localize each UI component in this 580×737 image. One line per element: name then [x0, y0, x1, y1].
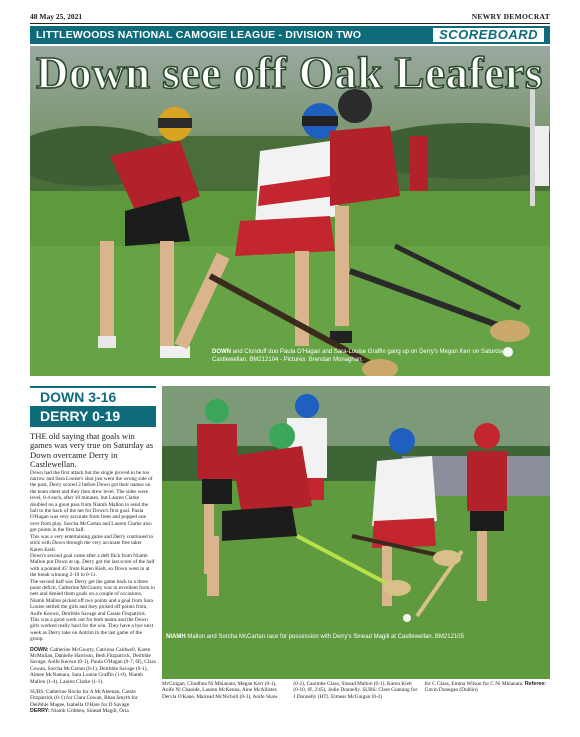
scoreline-box [30, 386, 156, 427]
section-banner [30, 26, 550, 44]
down-lineup [30, 647, 156, 685]
story-paragraph: Down had the first attack but the single proved to be too narrow and Sara Louise's shot just went the wrong side of the post, Derry scored 2 before Down got their names on the team sheet and they then drew level. The sides were level, 0-4 each, after 10 minutes, but Lauren Clarke doubled on a great pass from Niamh Mallon to send the ball to the back of the net for Down's first goal. Paula O'Hagan was very accurate from frees and popped one over from play. Sorcha McCartan and Lauren Clarke also got points in the first half. [30, 469, 153, 534]
action-photo [162, 386, 550, 679]
down-subs: SUBS: Catherine Rocks for A McAleenan, Cassie Fitzpatrick (0-1) for Clara Cowan, Rhea Smyth for Deirbhle Magee, Isabella O'Hare for D Savage. [30, 689, 138, 708]
hero-photo [30, 46, 550, 376]
action-caption [166, 634, 546, 641]
action-caption-lead: NIAMH [166, 634, 186, 640]
page-folio [30, 12, 550, 24]
derry-team-start: Niamh Gribben, Sinead Magill, Orla [51, 708, 129, 715]
derry-label: DERRY: [30, 708, 50, 715]
hero-caption-text: and Clonduff duo Paula O'Hagan and Sara-Louise Graffin gang up on Derry's Megan Kerr on Saturday at Castlewellan. BM212104 - Pictures: Brendan Monaghan. [212, 349, 512, 363]
story-paragraph: Down's second goal came after a deft flick from Niamh Mallon put Down at up, Derry got the last score of the half with a pointed 45' from Karen Kielt, so Down went in at the break winning 2-10 to 0-11. [30, 552, 155, 579]
newspaper-name: NEWRY DEMOCRAT [471, 12, 550, 21]
lineup-col-1: McGuigan, Cliodhna Ni Mhianain, Megan Kerr (0-1), Aoife Ni Chaoide, Lauren McKenna, Aine McAllister, Dervla O'Kane, Mairead McNicholl (0-3), Aoife Shaw [162, 681, 278, 700]
story-paragraph: The second half saw Derry get the game back to a three point deficit, Catherine McGourty was in excellent form in nets and denied them goals on a couple of occasions, Niamh Mallon picked off two points and a goal from Sara Louise settled the girls and they picked off points from, Aoife Keown, Deirbhle Savage and Cassie Fitzpatrick. [30, 578, 155, 617]
story-lede: THE old saying that goals win games was very true on Saturday as Down overcame Derry in Castlewellan. [30, 431, 154, 470]
story-paragraph: This was a good work out for both teams and the Down girls worked really hard for the win. They have a bye next week as Derry take on Antrim in the last game of the group. [30, 616, 154, 643]
score-home: DOWN 3-16 [30, 386, 156, 404]
match-report [30, 432, 156, 715]
lineup-col-3 [425, 681, 550, 700]
lineup-col-2: (0-2), Caoimhe Glass, Sinead Mallon (0-1), Karen Kielt (0-10, 6f, 2'45), Jodie Donnelly. SUBS: Clare Gunning for J Donnelly (HT), Eimear McGuigan (0-2) [293, 681, 418, 700]
derry-lineup [30, 708, 156, 714]
down-team: Catherine McGourty, Catriona Caldwell, Karen McMullan, Danielle Harrison, Beth Fitzpatrick, Deirbhle Savage, Aoife Keown (0-1), Paula O'Hagan (0-7, 6f), Clara Cowan, Sorcha McCartan (0-1), Deirbhle Savage (0-1), Aimee McNamara, Sara Louise Graffin (1-0), Niamh Mallon (1-4), Lauren Clarke (1-1). [30, 646, 156, 685]
hero-caption [212, 349, 542, 364]
score-away: DERRY 0-19 [30, 406, 156, 427]
page-date: 48 May 25, 2021 [30, 12, 83, 21]
hero-caption-lead: DOWN [212, 349, 231, 355]
lineup-col-3-text: for C Glass, Emma Wilson for C Ni Mhianain. [424, 681, 524, 687]
action-caption-text: Mallon and Sorcha McCartan race for possession with Derry's Sinead Magill at Castlewellan. BM212105 [187, 634, 464, 640]
lineup-continued [162, 681, 550, 700]
headline: Down see off Oak Leafers [36, 48, 543, 98]
story-paragraph: This was a very entertaining game and Derry continued to stick with Down through the very accurate free taker Karen Kielt. [30, 533, 154, 553]
scoreboard-brand: SCOREBOARD [433, 28, 544, 42]
down-label: DOWN: [30, 646, 49, 653]
referee-name: Gavin Donegan (Dublin) [424, 687, 478, 694]
referee-label: Referee: [524, 681, 547, 687]
section-title: LITTLEWOODS NATIONAL CAMOGIE LEAGUE - DIVISION TWO [36, 29, 362, 41]
